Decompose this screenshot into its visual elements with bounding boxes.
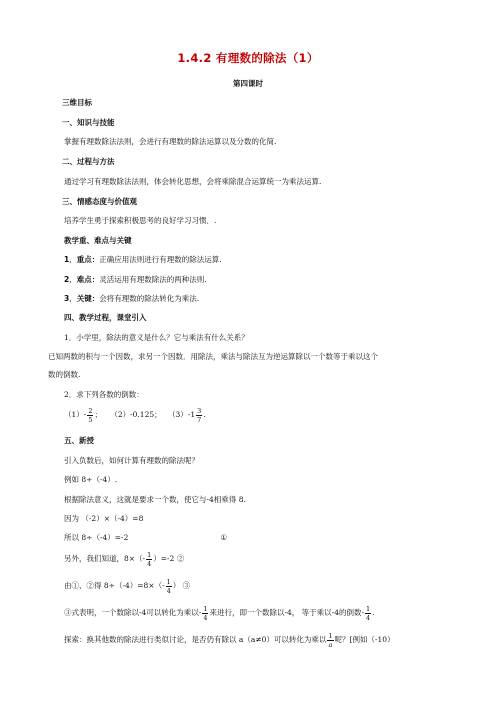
process-heading: 二、过程与方法 bbox=[62, 157, 115, 166]
key-point-3-label: 关键： bbox=[76, 294, 100, 303]
new-lesson-line-8 bbox=[64, 602, 375, 624]
knowledge-heading: 一、知识与技能 bbox=[62, 118, 115, 127]
key-points-heading: 教学重、难点与关键 bbox=[64, 236, 132, 245]
process-text: 通过学习有理数除法法则，体会转化思想，会将乘除混合运算统一为乘法运算. bbox=[64, 177, 322, 186]
new-lesson-line-9 bbox=[64, 629, 395, 651]
answer-1-line-1: 已知两数的积与一个因数，求另一个因数．用除法，乘法与除法互为逆运算除以一个数等于乘以这个 bbox=[48, 352, 378, 361]
key-point-2 bbox=[64, 275, 207, 285]
fraction-two-fifths: $\frac{2}{5}$ bbox=[88, 406, 93, 424]
goals-heading: 三维目标 bbox=[62, 98, 92, 107]
exercise-3-prefix: （3）-1 bbox=[168, 410, 196, 419]
key-point-3-text: 会将有理数的除法转化为乘法. bbox=[99, 294, 200, 303]
line-6-prefix: 另外，我们知道，8×（- bbox=[64, 554, 146, 563]
emotion-heading: 三、情感态度与价值观 bbox=[62, 197, 137, 206]
emotion-text: 培养学生勇于探索积极思考的良好学习习惯．. bbox=[64, 216, 217, 225]
line-9-prefix: 探索：换其他数的除法进行类似讨论，是否仍有除以 a（a≠0）可以转化为乘以 bbox=[64, 635, 327, 644]
fraction-one-quarter: $\frac{1}{4}$ bbox=[203, 604, 208, 622]
lesson-subtitle: 第四课时 bbox=[233, 79, 263, 88]
new-lesson-line-4: 因为 （-2）×（-4）=8 bbox=[64, 514, 144, 523]
key-point-1-number: 1． bbox=[64, 255, 77, 264]
line-8-middle: 来进行，即一个数除以-4， 等于乘以-4的倒数- bbox=[209, 608, 365, 617]
key-point-1-text: 正确应用法则进行有理数的除法运算. bbox=[99, 255, 222, 264]
line-9-suffix: 呢？[例如（-10） bbox=[334, 635, 395, 644]
line-8-suffix: . bbox=[372, 608, 375, 617]
reciprocal-exercises bbox=[64, 405, 206, 425]
answer-1-line-2: 数的倒数. bbox=[48, 370, 81, 379]
new-lesson-line-5 bbox=[64, 533, 227, 543]
line-8-prefix: ③式表明，一个数除以-4可以转化为乘以- bbox=[64, 608, 202, 617]
fraction-one-quarter: $\frac{1}{4}$ bbox=[147, 550, 152, 568]
exercise-2: （2）-0.125； bbox=[110, 410, 162, 419]
exercise-3-suffix: . bbox=[203, 410, 206, 419]
key-point-2-label: 难点： bbox=[76, 275, 100, 284]
question-2: 2．求下列各数的倒数： bbox=[64, 390, 144, 399]
fraction-three-sevenths: $\frac{3}{7}$ bbox=[197, 406, 202, 424]
line-7-prefix: 由①、②得 8÷（-4）=8×（- bbox=[64, 581, 165, 590]
key-point-2-number: 2． bbox=[64, 275, 77, 284]
new-lesson-line-6 bbox=[64, 548, 184, 570]
new-lesson-line-2: 例如 8÷（-4）. bbox=[64, 475, 118, 484]
exercise-1-suffix: ； bbox=[94, 410, 102, 419]
knowledge-text: 掌握有理数除法法则，会进行有理数的除法运算以及分数的化简. bbox=[64, 137, 277, 146]
new-lesson-line-3: 根据除法意义，这就是要求一个数，使它与-4相乘得 8. bbox=[64, 495, 246, 504]
key-point-1 bbox=[64, 255, 222, 265]
fraction-one-quarter: $\frac{1}{4}$ bbox=[166, 577, 171, 595]
new-lesson-line-1: 引入负数后，如何计算有理数的除法呢？ bbox=[64, 456, 199, 465]
equation-mark-1: ① bbox=[220, 533, 228, 542]
process-intro-heading: 四、教学过程，课堂引入 bbox=[64, 313, 147, 322]
fraction-one-over-a: $\frac{1}{a}$ bbox=[328, 631, 333, 649]
line-6-suffix: ）=-2 ② bbox=[153, 554, 185, 563]
question-1: 1．小学里，除法的意义是什么？它与乘法有什么关系？ bbox=[64, 333, 249, 342]
fraction-one-quarter: $\frac{1}{4}$ bbox=[366, 604, 371, 622]
page-title: 1.4.2 有理数的除法（1） bbox=[177, 51, 319, 65]
new-lesson-heading: 五、新授 bbox=[64, 436, 94, 445]
key-point-3 bbox=[64, 294, 199, 304]
new-lesson-line-7 bbox=[64, 575, 190, 597]
key-point-2-text: 灵活运用有理数除法的两种法则. bbox=[99, 275, 207, 284]
line-7-suffix: ） ③ bbox=[172, 581, 191, 590]
new-lesson-line-5-text: 所以 8÷（-4）=-2 bbox=[64, 533, 129, 542]
exercise-1-prefix: （1）- bbox=[64, 410, 87, 419]
key-point-1-label: 重点： bbox=[76, 255, 100, 264]
key-point-3-number: 3． bbox=[64, 294, 77, 303]
